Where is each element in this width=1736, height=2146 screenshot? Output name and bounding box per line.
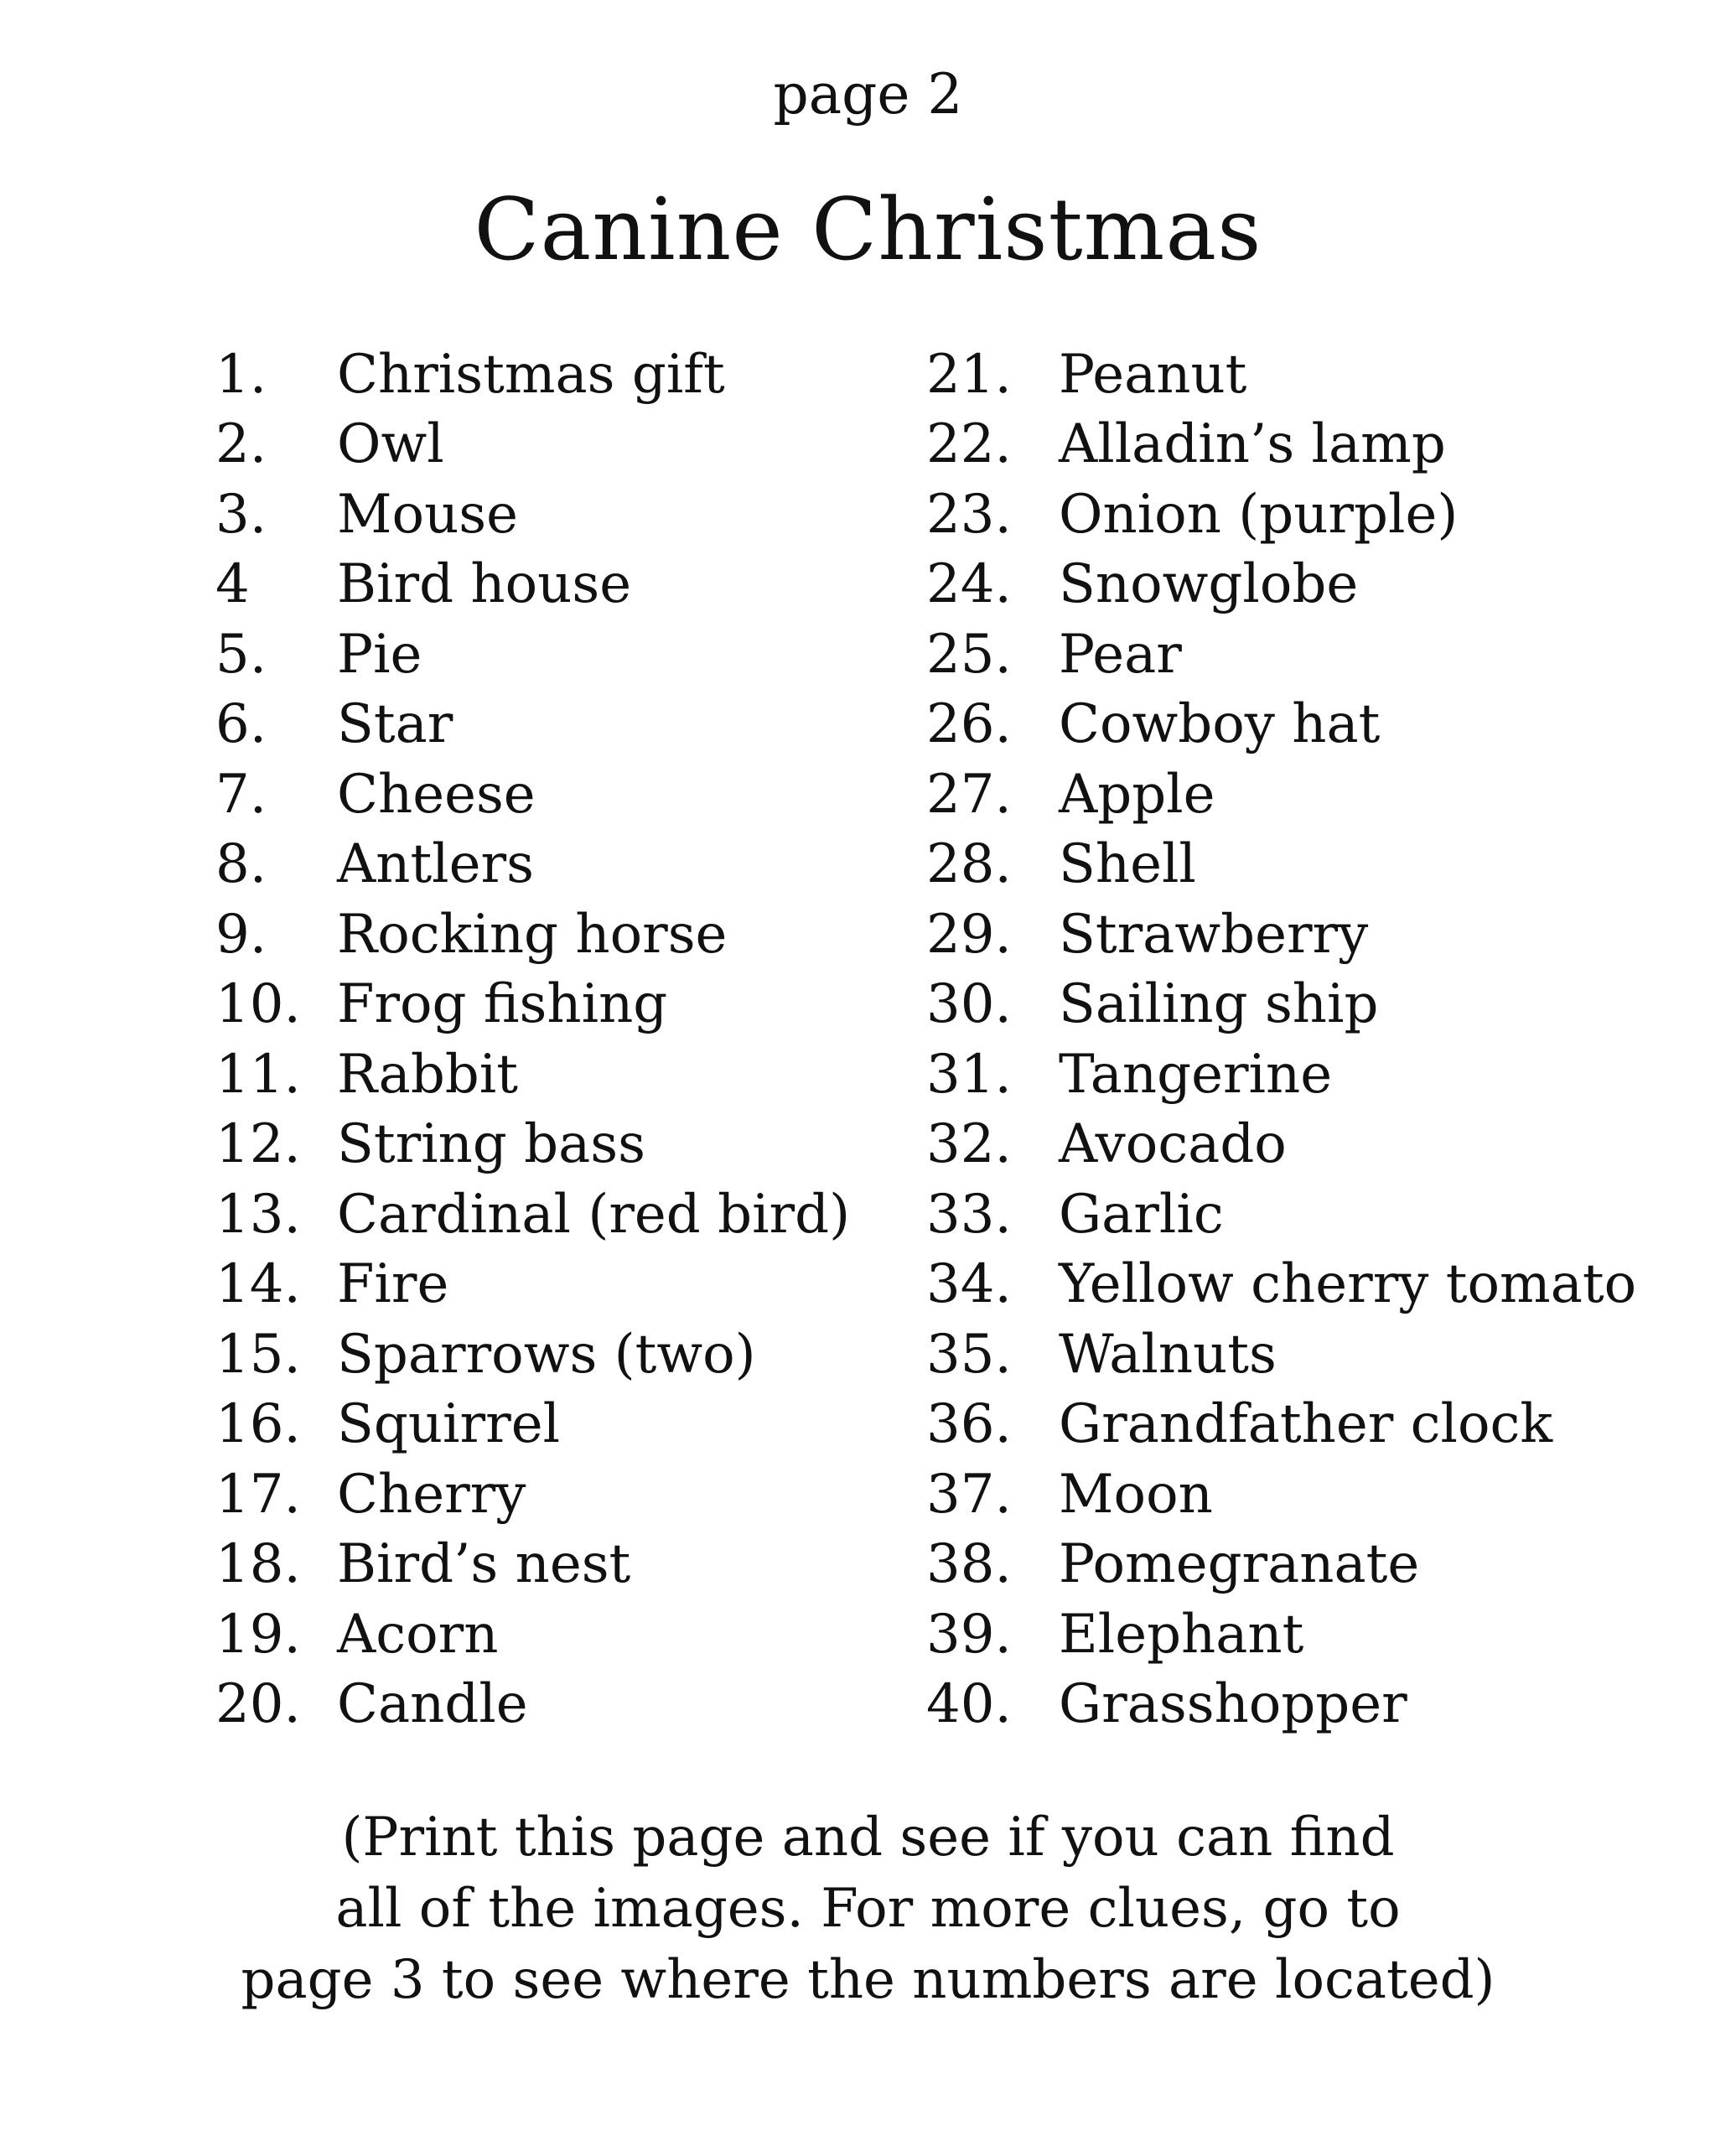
item-label: Frog fishing [337,973,668,1036]
list-item [215,970,850,1040]
item-number: 18. [215,1533,301,1596]
item-label: Rabbit [337,1043,518,1106]
list-item [926,899,1636,970]
item-number: 6. [215,693,267,756]
item-label: Owl [337,413,444,476]
item-number: 1. [215,343,267,406]
item-label: Moon [1059,1463,1213,1526]
item-label: Walnuts [1059,1323,1277,1386]
list-item [926,1039,1636,1110]
list-item [926,1250,1636,1320]
list-item [215,340,850,410]
item-number: 10. [215,973,301,1036]
item-label: Grandfather clock [1059,1393,1553,1456]
item-number: 39. [926,1603,1012,1666]
item-label: Christmas gift [337,343,725,406]
list-item [926,1390,1636,1460]
list-item [215,1250,850,1320]
list-item [926,550,1636,620]
page-title: Canine Christmas [474,180,1262,280]
item-number: 11. [215,1043,301,1106]
list-item [926,479,1636,550]
list-item [926,1459,1636,1530]
item-label: Acorn [337,1603,499,1666]
list-item [215,1670,850,1740]
item-label: Alladin’s lamp [1059,413,1446,476]
item-label: Peanut [1059,343,1247,406]
item-number: 37. [926,1463,1012,1526]
item-label: Antlers [337,833,534,896]
list-item [215,410,850,480]
list-item [215,759,850,830]
item-number: 9. [215,903,267,966]
list-item [215,1599,850,1670]
list-item [926,1110,1636,1180]
list-item [215,830,850,900]
item-number: 22. [926,413,1012,476]
item-label: Grasshopper [1059,1673,1407,1736]
item-label: Rocking horse [337,903,728,966]
item-label: Garlic [1059,1183,1224,1246]
list-item [926,1599,1636,1670]
item-number: 38. [926,1533,1012,1596]
list-item [215,479,850,550]
item-label: Cherry [337,1463,526,1526]
item-label: Cowboy hat [1059,693,1381,756]
item-label: Shell [1059,833,1196,896]
item-number: 5. [215,623,267,686]
item-label: Yellow cherry tomato [1059,1253,1637,1316]
list-item [215,1110,850,1180]
item-number: 21. [926,343,1012,406]
item-list-left [215,340,850,1739]
list-item [926,690,1636,760]
item-label: Pear [1059,623,1182,686]
item-number: 35. [926,1323,1012,1386]
item-label: Mouse [337,483,518,546]
instructions-note [0,1802,1736,2016]
item-label: Strawberry [1059,903,1369,966]
item-label: Snowglobe [1059,553,1359,616]
list-item [215,899,850,970]
item-number: 28. [926,833,1012,896]
list-item [926,830,1636,900]
item-number: 32. [926,1113,1012,1176]
list-item [926,1530,1636,1600]
item-number: 26. [926,693,1012,756]
list-item [215,1319,850,1390]
list-item [215,550,850,620]
note-line: all of the images. For more clues, go to [335,1878,1401,1940]
item-label: Tangerine [1059,1043,1333,1106]
item-number: 40. [926,1673,1012,1736]
list-item [215,690,850,760]
item-number: 27. [926,763,1012,826]
list-item [926,1670,1636,1740]
item-number: 25. [926,623,1012,686]
item-label: Squirrel [337,1393,561,1456]
item-label: Onion (purple) [1059,483,1459,546]
item-number: 36. [926,1393,1012,1456]
item-label: Elephant [1059,1603,1304,1666]
item-number: 4 [215,553,250,616]
list-item [926,1179,1636,1250]
item-number: 29. [926,903,1012,966]
list-item [215,1179,850,1250]
item-number: 34. [926,1253,1012,1316]
item-number: 14. [215,1253,301,1316]
list-item [926,619,1636,690]
list-item [215,1459,850,1530]
item-number: 2. [215,413,267,476]
item-number: 7. [215,763,267,826]
item-label: Apple [1059,763,1215,826]
item-label: Star [337,693,453,756]
item-number: 8. [215,833,267,896]
item-number: 23. [926,483,1012,546]
item-list-right [926,340,1636,1739]
item-label: Bird’s nest [337,1533,631,1596]
note-line: page 3 to see where the numbers are located) [241,1949,1495,2011]
item-label: Avocado [1059,1113,1287,1176]
list-item [926,410,1636,480]
item-number: 20. [215,1673,301,1736]
item-label: Cardinal (red bird) [337,1183,851,1246]
note-line: (Print this page and see if you can find [341,1806,1395,1869]
list-item [926,340,1636,410]
item-number: 24. [926,553,1012,616]
item-number: 15. [215,1323,301,1386]
list-item [215,1039,850,1110]
item-label: Cheese [337,763,536,826]
item-number: 31. [926,1043,1012,1106]
item-number: 16. [215,1393,301,1456]
item-label: Fire [337,1253,449,1316]
page-label: page 2 [773,62,963,127]
list-item [215,1390,850,1460]
item-number: 17. [215,1463,301,1526]
item-number: 19. [215,1603,301,1666]
item-number: 33. [926,1183,1012,1246]
item-label: Bird house [337,553,632,616]
item-number: 12. [215,1113,301,1176]
item-number: 13. [215,1183,301,1246]
item-label: Pomegranate [1059,1533,1420,1596]
list-item [926,970,1636,1040]
list-item [215,619,850,690]
item-label: Candle [337,1673,528,1736]
list-item [926,759,1636,830]
item-number: 3. [215,483,267,546]
list-item [215,1530,850,1600]
item-label: Sailing ship [1059,973,1379,1036]
item-number: 30. [926,973,1012,1036]
item-label: Pie [337,623,422,686]
item-label: String bass [337,1113,645,1176]
list-item [926,1319,1636,1390]
item-label: Sparrows (two) [337,1323,756,1386]
